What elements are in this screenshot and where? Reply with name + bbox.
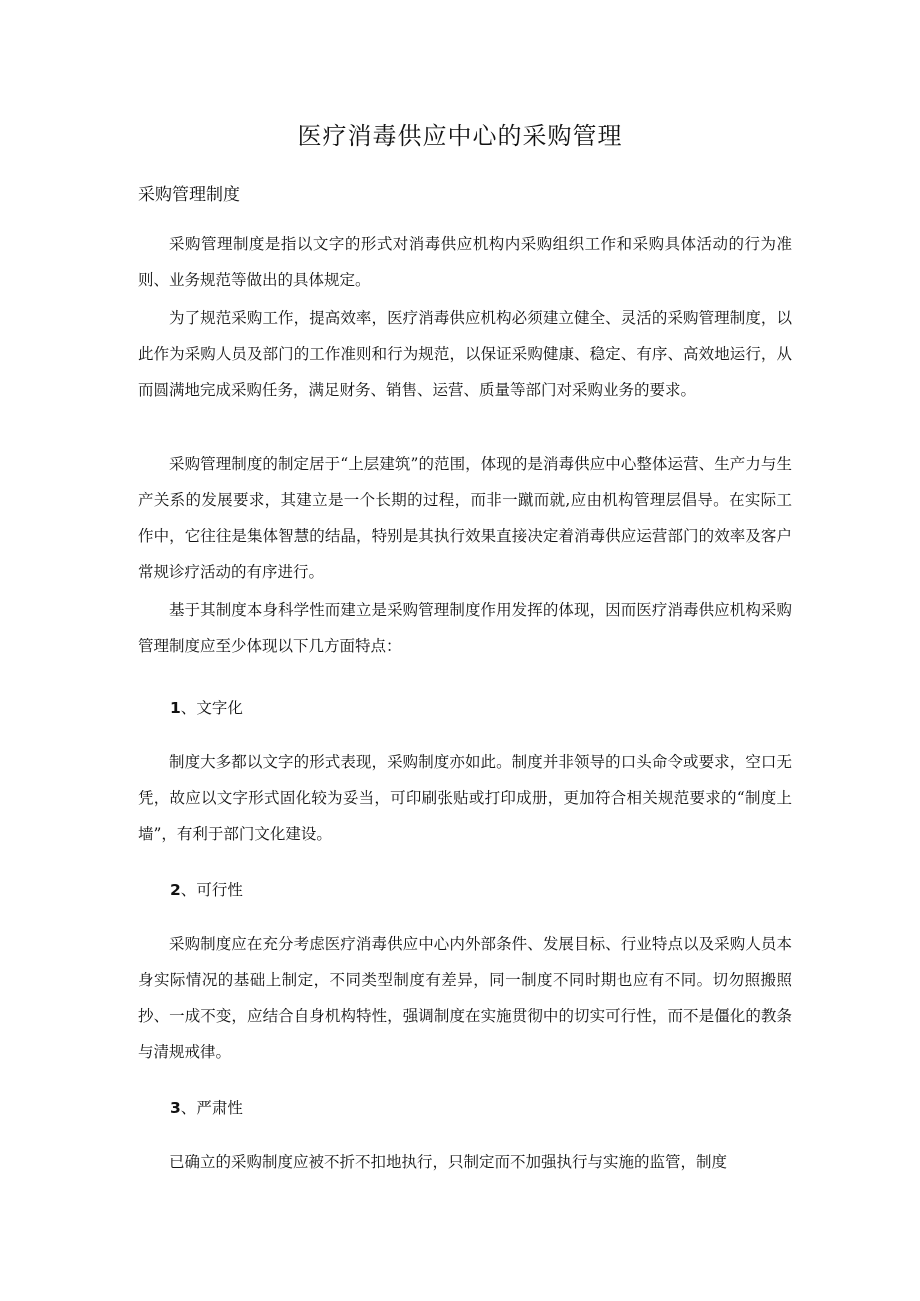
item-separator: 、	[180, 881, 197, 899]
paragraph: 为了规范采购工作，提高效率，医疗消毒供应机构必须建立健全、灵活的采购管理制度，以此作为采购人员及部门的工作准则和行为规范，以保证采购健康、稳定、有序、高效地运行，从而圆满地完成采购任务，满足财务、销售、运营、质量等部门对采购业务的要求。	[138, 309, 792, 399]
paragraph: 采购管理制度是指以文字的形式对消毒供应机构内采购组织工作和采购具体活动的行为准则、业务规范等做出的具体规定。	[138, 235, 792, 289]
item-heading	[170, 690, 243, 726]
item-heading-text: 严肃性	[196, 1099, 243, 1117]
item-heading	[170, 1090, 243, 1126]
item-paragraph: 已确立的采购制度应被不折不扣地执行，只制定而不加强执行与实施的监管，制度	[169, 1153, 728, 1171]
item-number: 3	[170, 1099, 181, 1117]
section-heading: 采购管理制度	[138, 185, 240, 205]
item-separator: 、	[180, 1099, 197, 1117]
item-heading	[170, 872, 243, 908]
item-heading-text: 可行性	[196, 881, 243, 899]
item-paragraph: 采购制度应在充分考虑医疗消毒供应中心内外部条件、发展目标、行业特点以及采购人员本身实际情况的基础上制定，不同类型制度有差异，同一制度不同时期也应有不同。切勿照搬照抄、一成不变，应结合自身机构特性，强调制度在实施贯彻中的切实可行性，而不是僵化的教条与清规戒律。	[138, 935, 792, 1061]
item-paragraph: 制度大多都以文字的形式表现，采购制度亦如此。制度并非领导的口头命令或要求，空口无凭，故应以文字形式固化较为妥当，可印刷张贴或打印成册，更加符合相关规范要求的“制度上墙”，有利于部门文化建设。	[138, 753, 792, 843]
item-number: 1	[170, 699, 181, 717]
item-heading-text: 文字化	[196, 699, 243, 717]
item-separator: 、	[180, 699, 197, 717]
paragraph: 基于其制度本身科学性而建立是采购管理制度作用发挥的体现，因而医疗消毒供应机构采购管理制度应至少体现以下几方面特点：	[138, 601, 792, 655]
paragraph: 采购管理制度的制定居于“上层建筑”的范围，体现的是消毒供应中心整体运营、生产力与生产关系的发展要求，其建立是一个长期的过程，而非一蹴而就,应由机构管理层倡导。在实际工作中，它往往是集体智慧的结晶，特别是其执行效果直接决定着消毒供应运营部门的效率及客户常规诊疗活动的有序进行。	[138, 455, 792, 581]
document-title: 医疗消毒供应中心的采购管理	[297, 122, 623, 150]
item-number: 2	[170, 881, 181, 899]
